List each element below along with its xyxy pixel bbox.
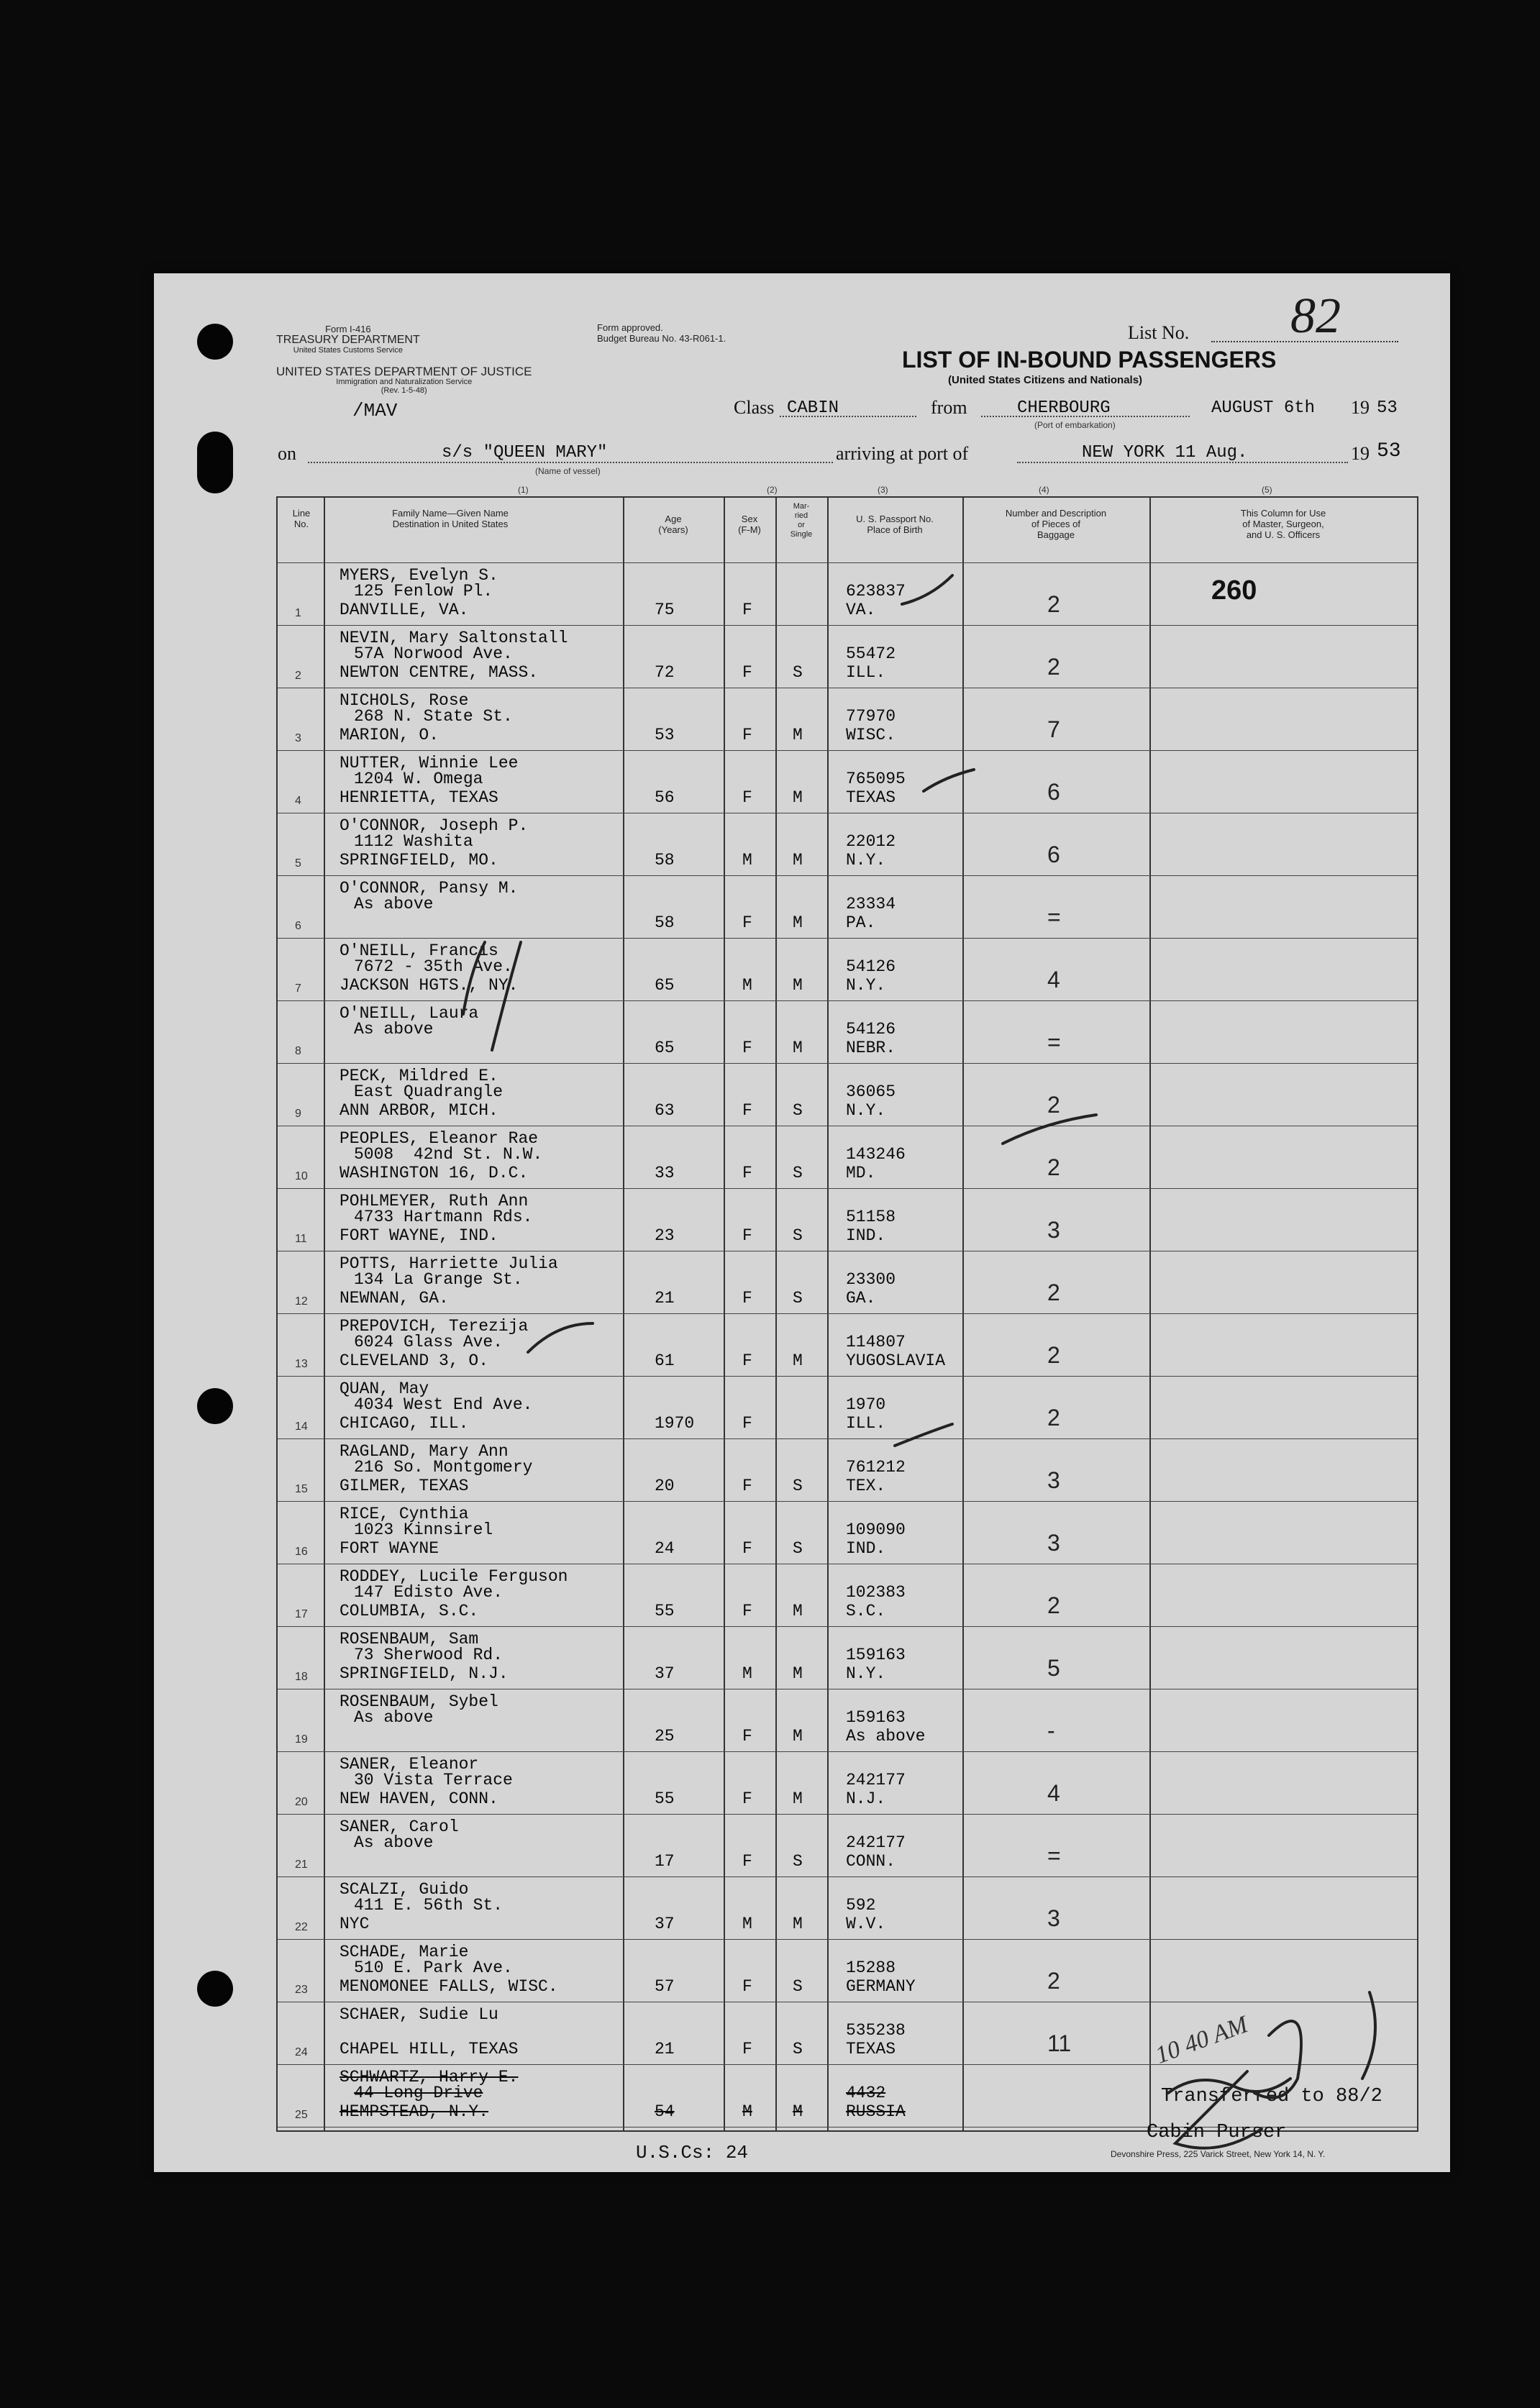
baggage-count: 3	[1047, 1530, 1060, 1556]
row-number: 1	[295, 607, 301, 619]
passenger-age: 17	[655, 1852, 675, 1871]
row-number: 2	[295, 670, 301, 682]
col-num-4: (4)	[1039, 485, 1049, 495]
row-number: 5	[295, 857, 301, 870]
passenger-destination: CLEVELAND 3, O.	[340, 1351, 489, 1370]
baggage-count: 2	[1047, 1092, 1060, 1118]
passenger-destination: SPRINGFIELD, N.J.	[340, 1664, 509, 1683]
place-of-birth: N.Y.	[846, 1664, 886, 1683]
passport-number: 51158	[846, 1208, 896, 1226]
passenger-address: 4733 Hartmann Rds.	[354, 1208, 533, 1226]
col-num-5: (5)	[1262, 485, 1272, 495]
passenger-address: 44 Long Drive	[354, 2084, 483, 2102]
row-number: 24	[295, 2046, 308, 2058]
place-of-birth: N.Y.	[846, 1101, 886, 1120]
passenger-name: SANER, Eleanor	[340, 1755, 479, 1774]
passenger-age: 72	[655, 663, 675, 682]
passenger-name: NEVIN, Mary Saltonstall	[340, 629, 568, 647]
passenger-destination: MARION, O.	[340, 726, 439, 744]
passenger-age: 55	[655, 1602, 675, 1620]
passenger-marital: S	[793, 2040, 803, 2058]
passport-number: 114807	[846, 1333, 906, 1351]
baggage-count: 11	[1047, 2030, 1072, 2056]
baggage-count: 2	[1047, 1968, 1060, 1994]
passenger-name: O'NEILL, Laura	[340, 1004, 479, 1023]
baggage-count: 2	[1047, 654, 1060, 680]
passenger-destination: FORT WAYNE	[340, 1539, 439, 1558]
passenger-sex: M	[742, 1664, 752, 1683]
passenger-marital: M	[793, 1351, 803, 1370]
passenger-age: 61	[655, 1351, 675, 1370]
page-subtitle: (United States Citizens and Nationals)	[948, 374, 1143, 386]
passenger-sex: M	[742, 976, 752, 995]
passenger-name: O'CONNOR, Pansy M.	[340, 879, 519, 898]
row-number: 19	[295, 1733, 308, 1746]
row-number: 3	[295, 732, 301, 744]
passenger-address: East Quadrangle	[354, 1082, 504, 1101]
row-number: 9	[295, 1108, 301, 1120]
col-header-baggage: Number and Description of Pieces of Baggage	[1005, 508, 1107, 540]
passenger-address: 1112 Washita	[354, 832, 473, 851]
passport-number: 55472	[846, 644, 896, 663]
place-of-birth: RUSSIA	[846, 2102, 906, 2121]
place-of-birth: WISC.	[846, 726, 896, 744]
vessel-value: s/s "QUEEN MARY"	[442, 443, 608, 462]
passport-number: 623837	[846, 582, 906, 601]
place-of-birth: N.Y.	[846, 976, 886, 995]
arrival-year: 53	[1377, 440, 1401, 462]
passenger-age: 25	[655, 1727, 675, 1746]
passenger-age: 37	[655, 1664, 675, 1683]
passenger-marital: S	[793, 1477, 803, 1495]
baggage-count: =	[1047, 904, 1061, 930]
passenger-age: 65	[655, 1039, 675, 1057]
passenger-marital: M	[793, 788, 803, 807]
passenger-age: 57	[655, 1977, 675, 1996]
passenger-address: 6024 Glass Ave.	[354, 1333, 504, 1351]
place-of-birth: TEX.	[846, 1477, 886, 1495]
place-of-birth: ILL.	[846, 663, 886, 682]
arrival-year-prefix: 19	[1351, 443, 1370, 464]
col-num-3: (3)	[878, 485, 888, 495]
passport-number: 592	[846, 1896, 876, 1915]
passenger-name: NICHOLS, Rose	[340, 691, 469, 710]
place-of-birth: W.V.	[846, 1915, 886, 1933]
passenger-sex: M	[742, 2102, 752, 2121]
baggage-count: 6	[1047, 842, 1060, 867]
passenger-destination: FORT WAYNE, IND.	[340, 1226, 498, 1245]
place-of-birth: IND.	[846, 1539, 886, 1558]
passenger-marital: M	[793, 1664, 803, 1683]
vessel-caption: (Name of vessel)	[535, 466, 601, 476]
passenger-age: 21	[655, 1289, 675, 1308]
passport-number: 77970	[846, 707, 896, 726]
arriving-value: NEW YORK 11 Aug.	[1082, 443, 1248, 462]
row-number: 18	[295, 1671, 308, 1683]
passenger-destination: SPRINGFIELD, MO.	[340, 851, 498, 870]
from-label: from	[931, 397, 967, 418]
passenger-sex: F	[742, 1289, 752, 1308]
passenger-marital: S	[793, 663, 803, 682]
passenger-sex: F	[742, 1852, 752, 1871]
baggage-count: 2	[1047, 1342, 1060, 1368]
place-of-birth: GA.	[846, 1289, 876, 1308]
passenger-sex: F	[742, 1039, 752, 1057]
baggage-count: 3	[1047, 1217, 1060, 1243]
passenger-marital: S	[793, 1101, 803, 1120]
class-label: Class	[734, 397, 775, 418]
place-of-birth: As above	[846, 1727, 926, 1746]
passenger-sex: F	[742, 726, 752, 744]
row-number: 21	[295, 1859, 308, 1871]
row-number: 16	[295, 1546, 308, 1558]
row-number: 6	[295, 920, 301, 932]
passenger-address: 5008 42nd St. N.W.	[354, 1145, 543, 1164]
passport-number: 143246	[846, 1145, 906, 1164]
passenger-name: POHLMEYER, Ruth Ann	[340, 1192, 529, 1210]
passenger-name: O'CONNOR, Joseph P.	[340, 816, 529, 835]
passenger-sex: F	[742, 1789, 752, 1808]
passenger-age: 65	[655, 976, 675, 995]
passport-number: 109090	[846, 1520, 906, 1539]
passenger-destination: ANN ARBOR, MICH.	[340, 1101, 498, 1120]
passenger-name: POTTS, Harriette Julia	[340, 1254, 558, 1273]
passport-number: 15288	[846, 1958, 896, 1977]
passenger-address: 57A Norwood Ave.	[354, 644, 513, 663]
list-no-label: List No.	[1128, 322, 1190, 343]
place-of-birth: YUGOSLAVIA	[846, 1351, 946, 1370]
form-approved: Form approved. Budget Bureau No. 43-R061-1.	[597, 322, 726, 344]
passenger-address: As above	[354, 1833, 434, 1852]
passenger-age: 1970	[655, 1414, 695, 1433]
passport-number: 23300	[846, 1270, 896, 1289]
baggage-count: 3	[1047, 1905, 1060, 1931]
footer-count: U.S.Cs: 24	[636, 2142, 749, 2163]
place-of-birth: N.J.	[846, 1789, 886, 1808]
passenger-name: RODDEY, Lucile Ferguson	[340, 1567, 568, 1586]
list-no-value: 82	[1290, 288, 1341, 344]
row-number: 23	[295, 1984, 308, 1996]
passenger-destination: NEWNAN, GA.	[340, 1289, 449, 1308]
passport-number: 22012	[846, 832, 896, 851]
passenger-name: NUTTER, Winnie Lee	[340, 754, 519, 772]
passenger-name: PECK, Mildred E.	[340, 1067, 498, 1085]
row-number: 20	[295, 1796, 308, 1808]
passport-number: 1970	[846, 1395, 886, 1414]
manifest-page	[154, 273, 1450, 2172]
col-header-line: Line No.	[292, 508, 311, 529]
passenger-destination: NEW HAVEN, CONN.	[340, 1789, 498, 1808]
baggage-count: 2	[1047, 1154, 1060, 1180]
place-of-birth: CONN.	[846, 1852, 896, 1871]
passenger-age: 54	[655, 2102, 675, 2121]
handwritten-time: 10 40 AM	[1152, 2011, 1252, 2069]
baggage-count: -	[1047, 1718, 1055, 1743]
passport-number: 23334	[846, 895, 896, 913]
place-of-birth: ILL.	[846, 1414, 886, 1433]
passenger-marital: M	[793, 1789, 803, 1808]
baggage-count: 2	[1047, 1280, 1060, 1305]
passenger-address: As above	[354, 1708, 434, 1727]
passenger-name: PEOPLES, Eleanor Rae	[340, 1129, 539, 1148]
baggage-count: =	[1047, 1843, 1061, 1869]
baggage-count: 5	[1047, 1655, 1060, 1681]
arriving-label: arriving at port of	[836, 443, 969, 464]
class-value: CABIN	[787, 398, 839, 418]
place-of-birth: IND.	[846, 1226, 886, 1245]
passenger-name: SCHWARTZ, Harry E.	[340, 2068, 519, 2087]
passenger-destination: NYC	[340, 1915, 370, 1933]
passenger-name: ROSENBAUM, Sybel	[340, 1692, 498, 1711]
passenger-name: PREPOVICH, Terezija	[340, 1317, 529, 1336]
row-number: 4	[295, 795, 301, 807]
passenger-name: QUAN, May	[340, 1379, 429, 1398]
passenger-sex: F	[742, 1727, 752, 1746]
col-header-passport: U. S. Passport No. Place of Birth	[856, 514, 934, 535]
passenger-sex: F	[742, 1351, 752, 1370]
passenger-name: SCHAER, Sudie Lu	[340, 2005, 498, 2024]
passenger-age: 58	[655, 913, 675, 932]
passenger-destination: WASHINGTON 16, D.C.	[340, 1164, 529, 1182]
passenger-address: 147 Edisto Ave.	[354, 1583, 504, 1602]
row-number: 10	[295, 1170, 308, 1182]
passenger-marital: M	[793, 851, 803, 870]
year-prefix: 19	[1351, 397, 1370, 418]
row-number: 15	[295, 1483, 308, 1495]
place-of-birth: GERMANY	[846, 1977, 916, 1996]
passport-number: 761212	[846, 1458, 906, 1477]
passenger-age: 75	[655, 601, 675, 619]
col-header-married: Mar- ried or Single	[790, 502, 813, 539]
passenger-destination: MENOMONEE FALLS, WISC.	[340, 1977, 558, 1996]
year-value: 53	[1377, 398, 1398, 418]
passenger-marital: M	[793, 976, 803, 995]
passenger-address: 30 Vista Terrace	[354, 1771, 513, 1789]
passenger-address: 134 La Grange St.	[354, 1270, 523, 1289]
place-of-birth: MD.	[846, 1164, 876, 1182]
passenger-marital: M	[793, 1602, 803, 1620]
row-number: 25	[295, 2109, 308, 2121]
passport-number: 4432	[846, 2084, 886, 2102]
row-number: 14	[295, 1420, 308, 1433]
passenger-name: ROSENBAUM, Sam	[340, 1630, 479, 1648]
baggage-count: 2	[1047, 591, 1060, 617]
row-number: 13	[295, 1358, 308, 1370]
printer-imprint: Devonshire Press, 225 Varick Street, New York 14, N. Y.	[1111, 2149, 1326, 2159]
passenger-address: As above	[354, 1020, 434, 1039]
passenger-destination: GILMER, TEXAS	[340, 1477, 469, 1495]
transfer-note: Transferred to 88/2	[1161, 2086, 1382, 2107]
place-of-birth: PA.	[846, 913, 876, 932]
passenger-name: RAGLAND, Mary Ann	[340, 1442, 509, 1461]
passenger-marital: M	[793, 726, 803, 744]
passenger-sex: F	[742, 1101, 752, 1120]
row-number: 17	[295, 1608, 308, 1620]
row-number: 12	[295, 1295, 308, 1308]
passenger-destination: HENRIETTA, TEXAS	[340, 788, 498, 807]
passenger-marital: S	[793, 1852, 803, 1871]
handwriting-overlay	[154, 273, 1450, 2172]
row-number: 8	[295, 1045, 301, 1057]
row-number: 7	[295, 982, 301, 995]
passenger-address: 268 N. State St.	[354, 707, 513, 726]
passenger-name: SCHADE, Marie	[340, 1943, 469, 1961]
passenger-address: 4034 West End Ave.	[354, 1395, 533, 1414]
passenger-age: 21	[655, 2040, 675, 2058]
passenger-address: 1023 Kinnsirel	[354, 1520, 493, 1539]
passenger-address: 73 Sherwood Rd.	[354, 1646, 504, 1664]
passenger-sex: F	[742, 1477, 752, 1495]
passenger-age: 63	[655, 1101, 675, 1120]
passport-number: 54126	[846, 957, 896, 976]
passenger-age: 33	[655, 1164, 675, 1182]
col-header-name: Family Name—Given Name Destination in United States	[392, 508, 509, 529]
passenger-marital: M	[793, 1039, 803, 1057]
port-caption: (Port of embarkation)	[1034, 420, 1116, 430]
passenger-destination: JACKSON HGTS., NY.	[340, 976, 519, 995]
officers-value: 260	[1211, 575, 1257, 606]
passenger-age: 55	[655, 1789, 675, 1808]
mav-code: /MAV	[352, 400, 398, 421]
on-label: on	[278, 443, 296, 464]
baggage-count: 4	[1047, 1780, 1060, 1806]
passenger-sex: F	[742, 1977, 752, 1996]
passenger-age: 58	[655, 851, 675, 870]
place-of-birth: TEXAS	[846, 788, 896, 807]
passenger-marital: M	[793, 2102, 803, 2121]
passenger-sex: F	[742, 1414, 752, 1433]
col-header-officers: This Column for Use of Master, Surgeon, and U. S. Officers	[1240, 508, 1326, 540]
row-number: 22	[295, 1921, 308, 1933]
col-header-age: Age (Years)	[658, 514, 688, 535]
from-value: CHERBOURG	[1017, 398, 1111, 418]
passenger-name: RICE, Cynthia	[340, 1505, 469, 1523]
passenger-destination: HEMPSTEAD, N.Y.	[340, 2102, 489, 2121]
place-of-birth: N.Y.	[846, 851, 886, 870]
passenger-address: 7672 - 35th Ave.	[354, 957, 513, 976]
place-of-birth: S.C.	[846, 1602, 886, 1620]
passenger-destination: NEWTON CENTRE, MASS.	[340, 663, 539, 682]
col-num-1: (1)	[518, 485, 529, 495]
passenger-destination: DANVILLE, VA.	[340, 601, 469, 619]
row-number: 11	[295, 1233, 307, 1245]
passenger-address: 1204 W. Omega	[354, 770, 483, 788]
passenger-sex: M	[742, 1915, 752, 1933]
passenger-age: 23	[655, 1226, 675, 1245]
passport-number: 36065	[846, 1082, 896, 1101]
page-title: LIST OF IN-BOUND PASSENGERS	[902, 347, 1277, 373]
passenger-sex: F	[742, 913, 752, 932]
baggage-count: 7	[1047, 716, 1060, 742]
passenger-age: 53	[655, 726, 675, 744]
passenger-marital: M	[793, 913, 803, 932]
date-value: AUGUST 6th	[1211, 398, 1316, 418]
passenger-address: 510 E. Park Ave.	[354, 1958, 513, 1977]
passenger-destination: CHICAGO, ILL.	[340, 1414, 469, 1433]
place-of-birth: NEBR.	[846, 1039, 896, 1057]
baggage-count: 6	[1047, 779, 1060, 805]
place-of-birth: TEXAS	[846, 2040, 896, 2058]
passenger-marital: M	[793, 1915, 803, 1933]
passport-number: 54126	[846, 1020, 896, 1039]
passenger-marital: S	[793, 1289, 803, 1308]
passenger-sex: F	[742, 1226, 752, 1245]
passenger-name: MYERS, Evelyn S.	[340, 566, 498, 585]
passenger-sex: M	[742, 851, 752, 870]
passport-number: 535238	[846, 2021, 906, 2040]
passport-number: 242177	[846, 1771, 906, 1789]
passenger-sex: F	[742, 1164, 752, 1182]
passenger-sex: F	[742, 663, 752, 682]
passenger-name: SCALZI, Guido	[340, 1880, 469, 1899]
passenger-marital: S	[793, 1226, 803, 1245]
passenger-name: O'NEILL, Francis	[340, 941, 498, 960]
baggage-count: =	[1047, 1029, 1061, 1055]
doj-block: UNITED STATES DEPARTMENT OF JUSTICE Immigration and Naturalization Service (Rev. 1-5-48)	[276, 365, 532, 395]
passenger-marital: S	[793, 1539, 803, 1558]
baggage-count: 3	[1047, 1467, 1060, 1493]
passenger-sex: F	[742, 2040, 752, 2058]
baggage-count: 2	[1047, 1405, 1060, 1431]
passenger-age: 24	[655, 1539, 675, 1558]
passport-number: 159163	[846, 1708, 906, 1727]
place-of-birth: VA.	[846, 601, 876, 619]
passport-number: 102383	[846, 1583, 906, 1602]
passenger-name: SANER, Carol	[340, 1818, 459, 1836]
passenger-age: 20	[655, 1477, 675, 1495]
passenger-marital: M	[793, 1727, 803, 1746]
passenger-marital: S	[793, 1977, 803, 1996]
col-header-sex: Sex (F-M)	[738, 514, 761, 535]
passport-number: 765095	[846, 770, 906, 788]
purser-note: Cabin Purser	[1147, 2122, 1287, 2143]
passenger-sex: F	[742, 1602, 752, 1620]
passenger-address: 411 E. 56th St.	[354, 1896, 504, 1915]
col-num-2: (2)	[767, 485, 778, 495]
passenger-destination: CHAPEL HILL, TEXAS	[340, 2040, 519, 2058]
passenger-sex: F	[742, 788, 752, 807]
baggage-count: 2	[1047, 1592, 1060, 1618]
passenger-address: 216 So. Montgomery	[354, 1458, 533, 1477]
passport-number: 159163	[846, 1646, 906, 1664]
passport-number: 242177	[846, 1833, 906, 1852]
passenger-sex: F	[742, 601, 752, 619]
passenger-sex: F	[742, 1539, 752, 1558]
baggage-count: 4	[1047, 967, 1060, 993]
passenger-marital: S	[793, 1164, 803, 1182]
passenger-age: 37	[655, 1915, 675, 1933]
form-id-block: Form I-416 TREASURY DEPARTMENT United States Customs Service	[276, 324, 420, 355]
passenger-address: As above	[354, 895, 434, 913]
passenger-address: 125 Fenlow Pl.	[354, 582, 493, 601]
passenger-destination: COLUMBIA, S.C.	[340, 1602, 479, 1620]
passenger-age: 56	[655, 788, 675, 807]
